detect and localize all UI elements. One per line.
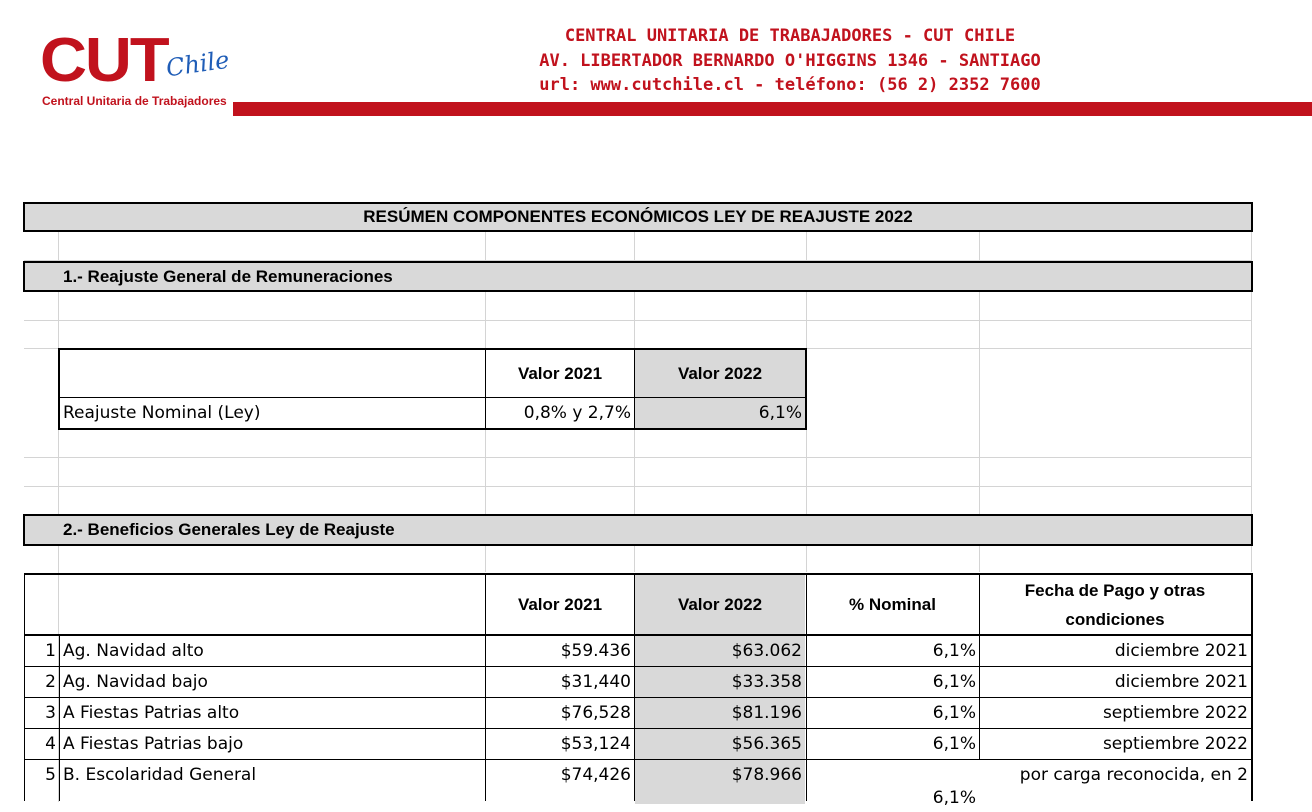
row-value-2021: $59.436 [560,641,631,661]
table-border [58,348,60,430]
section1-value-2021: 0,8% y 2,7% [523,403,631,423]
table-border [1251,573,1253,801]
row-fecha: por carga reconocida, en 2 [1019,765,1248,785]
header-contact: url: www.cutchile.cl - teléfono: (56 2) 2352 7600 [539,75,1041,95]
row-value-2021: $53,124 [560,734,631,754]
grid-line [24,320,1252,321]
logo-script: Chile [164,45,232,83]
row-fecha: septiembre 2022 [1102,703,1248,723]
row-label: Ag. Navidad bajo [63,672,208,692]
section1-header-2022: Valor 2022 [677,363,763,383]
table-border [24,634,1252,636]
table-border [24,697,1252,698]
table-border [24,573,1252,575]
row-fecha: septiembre 2022 [1102,734,1248,754]
row-fecha: diciembre 2021 [1114,641,1248,661]
logo-text: CUT [40,26,168,95]
table-border [806,573,807,801]
row-value-2022: $33.358 [731,672,802,692]
row-label: A Fiestas Patrias bajo [63,734,244,754]
row-nominal: 6,1% [932,641,976,661]
row-nominal: 6,1% [932,703,976,723]
row-nominal: 6,1% [932,734,976,754]
row-label: A Fiestas Patrias alto [63,703,240,723]
row-number: 5 [45,765,56,785]
section1-header-2021: Valor 2021 [517,363,603,383]
table-border [24,573,25,801]
row-value-2021: $76,528 [560,703,631,723]
section1-row-label: Reajuste Nominal (Ley) [63,403,261,423]
row-value-2021: $74,426 [560,765,631,785]
table-border [634,573,635,801]
row-value-2022: $81.196 [731,703,802,723]
row-number: 2 [45,672,56,692]
grid-line [24,457,1252,458]
row-number: 1 [45,641,56,661]
table-border [634,348,635,430]
section2-header-2021: Valor 2021 [517,594,603,614]
row-label: Ag. Navidad alto [63,641,204,661]
table-border [485,348,486,430]
table-border [24,759,1252,760]
grid-line [24,486,1252,487]
row-value-2022: $63.062 [731,641,802,661]
section2-header-2022: Valor 2022 [677,594,763,614]
section1-value-2022: 6,1% [758,403,802,423]
row-fecha: diciembre 2021 [1114,672,1248,692]
table-border [24,666,1252,667]
table-border [979,573,980,760]
table-border [485,573,486,801]
table-border [58,348,806,350]
section2-title: 2.- Beneficios Generales Ley de Reajuste [23,514,1253,546]
row-value-2022: $78.966 [731,765,802,785]
row-nominal: 6,1% [932,672,976,692]
table-border [24,728,1252,729]
table-border [59,634,60,801]
section2-header-nominal: % Nominal [849,594,936,614]
table-border [58,397,806,398]
row-number: 3 [45,703,56,723]
section1-title: 1.- Reajuste General de Remuneraciones [23,261,1253,292]
table-border [805,348,807,430]
header-org-name: CENTRAL UNITARIA DE TRABAJADORES - CUT CHILE [564,26,1016,46]
row-nominal: 6,1% [932,788,976,808]
logo-subtitle: Central Unitaria de Trabajadores [42,94,227,108]
table-border [58,428,806,430]
row-value-2021: $31,440 [560,672,631,692]
row-number: 4 [45,734,56,754]
row-value-2022: $56.365 [731,734,802,754]
header-address: AV. LIBERTADOR BERNARDO O'HIGGINS 1346 - SANTIAGO [539,51,1041,71]
row-label: B. Escolaridad General [63,765,257,785]
section2-header-fecha: Fecha de Pago y otras condiciones [1024,580,1206,629]
document-title: RESÚMEN COMPONENTES ECONÓMICOS LEY DE REAJUSTE 2022 [23,202,1253,232]
